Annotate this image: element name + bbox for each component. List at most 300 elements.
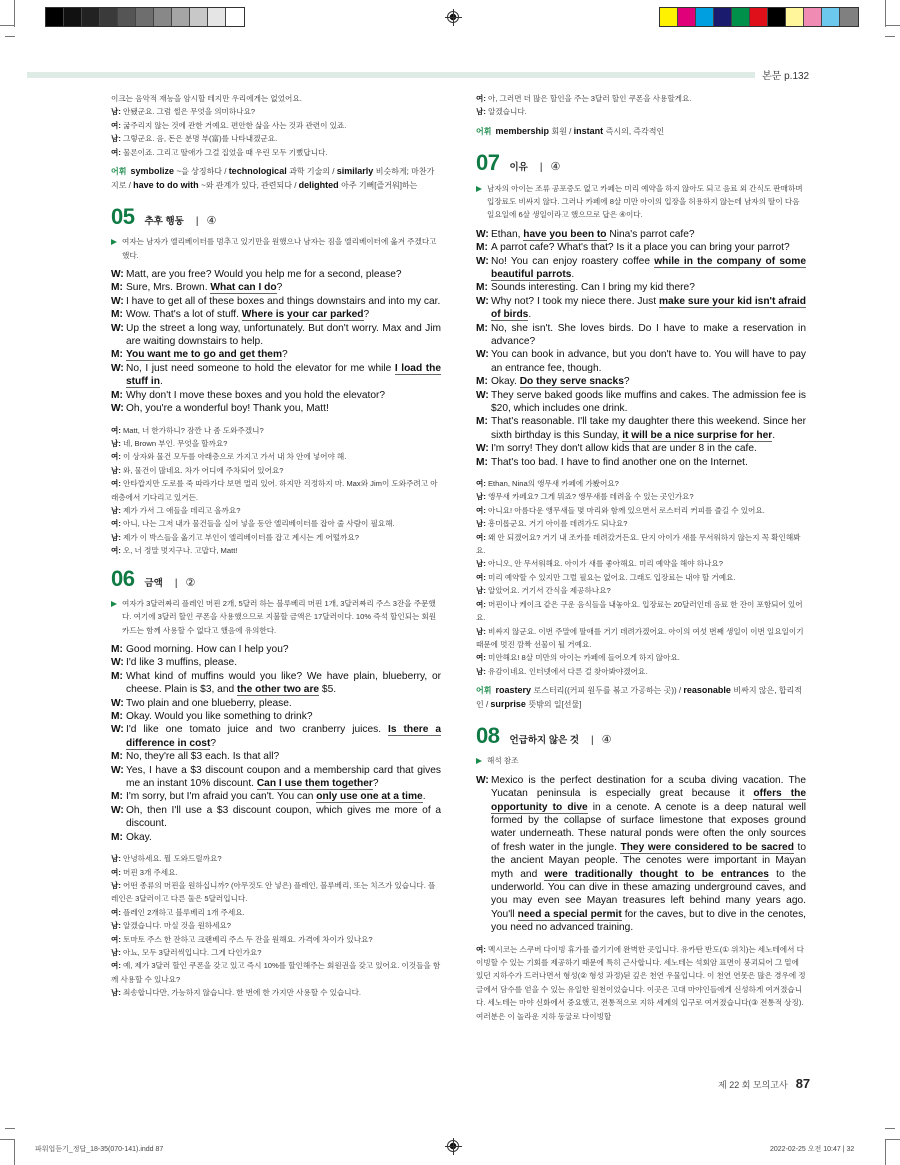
line-text: Oh, you're a wonderful boy! Thank you, Matt! xyxy=(126,403,329,415)
color-swatch xyxy=(660,8,678,26)
speaker-label: W: xyxy=(476,228,489,240)
line-text: Two plain and one blueberry, please. xyxy=(126,697,292,709)
translation-line xyxy=(111,933,441,946)
line-text: Matt, are you free? Would you help me for a second, please? xyxy=(126,269,402,281)
translation-line xyxy=(476,105,806,118)
speaker-label: M: xyxy=(111,644,123,655)
line-text: 안타깝지만 도로를 죽 따라가다 보면 멀리 있어. 하지만 걱정하지 마. Max와 Jim이 도와주려고 아래층에서 기다리고 있거든. xyxy=(111,479,438,502)
color-swatch xyxy=(118,8,136,26)
vocab-meaning: 아주 기뻐[즐거워]하는 xyxy=(341,180,418,190)
translation-line xyxy=(476,651,806,664)
line-text: $5. xyxy=(319,684,337,696)
key-phrase: Do they serve snacks xyxy=(519,376,624,388)
line-text: You can book in advance, but you don't have to. You will have to pay an entrance fee, though. xyxy=(491,349,806,374)
line-text: 유감이네요. 인터넷에서 다른 걸 찾아봐야겠어요. xyxy=(487,666,648,676)
line-text: 토마토 주스 한 잔하고 크랜베리 주스 두 잔을 원해요. 가격에 차이가 있나요? xyxy=(122,934,373,944)
crop-mark xyxy=(886,25,900,26)
translation-line xyxy=(111,986,441,999)
answer-number: ④ xyxy=(206,215,217,228)
vocab-tag: 어휘 xyxy=(476,686,492,696)
dialogue-line xyxy=(476,255,806,282)
crop-mark xyxy=(0,25,14,26)
dialogue-line xyxy=(111,656,441,669)
speaker-label: W: xyxy=(111,697,124,709)
dialogue-line xyxy=(476,241,806,254)
explanation-note: 해석 참조 xyxy=(476,754,806,767)
question-06 xyxy=(111,565,441,1000)
speaker-label: W: xyxy=(111,322,124,334)
line-text: Good morning. How can I help you? xyxy=(126,644,289,655)
line-text: Mexico is the perfect destination for a scuba diving vacation. The Yucatan peninsula is especially great because it xyxy=(491,774,806,800)
speaker-label: W: xyxy=(111,403,124,415)
translation-line xyxy=(476,92,806,105)
speaker-label: W: xyxy=(476,389,489,401)
key-phrase: only use one at a time xyxy=(316,791,423,803)
registration-mark-icon xyxy=(447,1140,459,1152)
line-text: ? xyxy=(363,309,370,321)
translation-line xyxy=(111,132,441,145)
speaker-label: W: xyxy=(111,269,124,281)
speaker-label: W: xyxy=(476,774,489,786)
dialogue-line xyxy=(111,268,441,281)
speaker-label: W: xyxy=(111,764,124,776)
line-text: Matt, 너 한가하니? 잠깐 나 좀 도와주겠니? xyxy=(122,425,264,435)
line-text: 멕시코는 스쿠버 다이빙 휴가를 즐기기에 완벽한 곳입니다. 유카탄 반도(① 위치)는 세노테에서 다이빙할 수 있는 기회를 제공하기 때문에 특히 근사합니다. 세노테는 석회암 표면이 붕괴되어 그 밑에 있던 지하수가 드러나면서 형성(② 형성 과정)된 깊은 천연 우물입니다. 이 천연 연못은 많은 경우에 정글에서 담수를 얻을 수 있는 유일한 원천이었습니다. 이곳은 고대 마야인들에게 신성하게 여겨졌습니다. 세노테는 마야 신화에서 중요했고, 전통적으로 지하 세계의 입구로 여겨졌습니다(③ 전통적 상징). 여러분은 이 놀라운 지하 동굴로 다이빙할 xyxy=(476,944,806,1021)
line-text: Okay. xyxy=(491,376,520,388)
dialogue-line xyxy=(111,723,441,750)
speaker-label: 남: xyxy=(476,492,488,502)
speaker-label: M: xyxy=(476,282,488,294)
translation-line xyxy=(476,531,806,558)
separator: | xyxy=(174,577,178,589)
line-text: to the underworld. You can dive in these amazing underground caves, and you may even see Mayan treasures left behind many years ago. You'll xyxy=(491,868,806,920)
color-swatch xyxy=(208,8,226,26)
dialogue-line xyxy=(111,670,441,697)
color-swatch xyxy=(136,8,154,26)
slug-filename: 파워업듣기_정답_18-35(070-141).indd 87 xyxy=(35,1146,164,1153)
question-number: 05 xyxy=(111,204,135,230)
key-phrase: it will be a nice surprise for her xyxy=(622,429,773,441)
speaker-label: 남: xyxy=(111,988,123,998)
line-text: I have to get all of these boxes and things downstairs and into my car. xyxy=(126,295,441,307)
line-text: Sounds interesting. Can I bring my kid there? xyxy=(491,282,695,294)
question-header xyxy=(111,204,441,230)
line-text: . xyxy=(159,376,163,388)
key-phrase: What can I do xyxy=(210,282,277,294)
color-swatch xyxy=(732,8,750,26)
dialogue xyxy=(476,774,806,935)
translation-line xyxy=(111,531,441,544)
color-swatch xyxy=(100,8,118,26)
speaker-label: W: xyxy=(111,295,124,307)
answer-number: ② xyxy=(185,576,196,589)
question-header xyxy=(111,565,441,591)
crop-mark xyxy=(885,0,886,27)
translation-line xyxy=(111,477,441,504)
line-text: . xyxy=(571,268,575,280)
color-swatch xyxy=(678,8,696,26)
line-text: Why not? I took my niece there. Just xyxy=(491,295,659,307)
translation-line xyxy=(111,544,441,557)
color-swatch xyxy=(804,8,822,26)
key-phrase: the other two are xyxy=(237,684,320,696)
speaker-label: 여: xyxy=(111,120,123,130)
translation xyxy=(476,477,806,678)
vocab-box xyxy=(476,125,806,139)
color-swatch xyxy=(190,8,208,26)
vocab-word: instant xyxy=(573,125,606,136)
dialogue-line xyxy=(476,348,806,375)
line-text: 알았어요. 거기서 간식을 제공하나요? xyxy=(487,586,611,596)
translation-line xyxy=(111,852,441,865)
speaker-label: M: xyxy=(476,456,488,468)
speaker-label: M: xyxy=(111,711,123,723)
vocab-word: technological xyxy=(228,166,290,177)
line-text: 안녕하세요. 뭘 도와드릴까요? xyxy=(122,854,222,864)
translation-line xyxy=(111,92,441,105)
speaker-label: 여: xyxy=(111,452,123,462)
vocab-box xyxy=(111,165,441,192)
line-text: Oh, then I'll use a $3 discount coupon, which gives me more of a discount. xyxy=(126,804,441,830)
translation-line xyxy=(111,919,441,932)
speaker-label: 여: xyxy=(111,425,123,435)
line-text: What kind of muffins would you like? We have plain, blueberry, or cheese. Plain is $3, and xyxy=(126,670,441,696)
registration-mark-icon xyxy=(447,11,459,23)
line-text: . xyxy=(772,429,776,441)
line-text: I'm sorry! They don't allow kids that are under 8 in the cafe. xyxy=(491,443,757,455)
speaker-label: W: xyxy=(476,255,489,267)
question-type: 추후 행동 xyxy=(144,216,184,228)
translation-line xyxy=(476,504,806,517)
speaker-label: 남: xyxy=(111,921,123,931)
speaker-label: 남: xyxy=(476,519,488,529)
line-text: They serve baked goods like muffins and cakes. The admission fee is $20, which includes one drink. xyxy=(491,389,806,415)
crop-mark xyxy=(0,1139,14,1140)
crop-mark xyxy=(5,36,15,37)
dialogue-line xyxy=(476,228,806,241)
dialogue-line xyxy=(111,643,441,656)
speaker-label: 남: xyxy=(111,854,123,864)
line-text: 아니오, 안 무서워해요. 아이가 새를 좋아해요. 미리 예약을 해야 하나요? xyxy=(487,559,723,569)
translation-line xyxy=(476,665,806,678)
key-phrase: while in the company of some beautiful parrots xyxy=(491,255,806,280)
key-phrase: Where is your car parked xyxy=(241,309,364,321)
explanation-note: 여자는 남자가 엘리베이터를 멈추고 있기만을 원했으나 남자는 짐을 엘리베이터에 옮겨 주겠다고 했다. xyxy=(111,235,441,262)
speaker-label: W: xyxy=(476,443,489,455)
dialogue-line xyxy=(476,389,806,416)
line-text: . xyxy=(528,309,532,321)
key-phrase: I load the stuff in xyxy=(126,362,442,388)
speaker-label: 남: xyxy=(111,107,123,117)
question-type: 언급하지 않은 것 xyxy=(509,735,580,747)
speaker-label: 남: xyxy=(111,947,123,957)
translation-line xyxy=(111,879,441,906)
key-phrase: offers the opportunity to dive xyxy=(491,788,806,813)
color-swatch xyxy=(714,8,732,26)
translation-line xyxy=(111,450,441,463)
vocab-tag: 어휘 xyxy=(476,126,492,136)
speaker-label: M: xyxy=(476,416,488,428)
speaker-label: 여: xyxy=(111,934,123,944)
key-phrase: have you been to xyxy=(523,228,607,240)
line-text: 그렇군요. 음, 돈은 분명 부(富)를 나타내겠군요. xyxy=(122,134,278,144)
dialogue-line xyxy=(476,442,806,455)
vocab-meaning: 뜻밖의 일[선물] xyxy=(528,699,582,709)
translation xyxy=(111,852,441,999)
question-header xyxy=(476,150,806,176)
speaker-label: 남: xyxy=(111,438,123,448)
dialogue-line xyxy=(476,456,806,469)
line-text: 알겠습니다. xyxy=(487,107,527,117)
speaker-label: W: xyxy=(476,349,489,361)
line-text: in a cenote. A cenote is a deep natural well formed by the collapse of surface limestone that exposes ground water underneath. These natural ponds were often the only sources of fresh water in the jungle. xyxy=(491,801,806,853)
vocab-word: surprise xyxy=(490,698,529,709)
color-swatch xyxy=(786,8,804,26)
translation-line xyxy=(476,490,806,503)
line-text: 머핀 3개 주세요. xyxy=(122,867,178,877)
separator: | xyxy=(591,735,594,747)
dialogue-line xyxy=(111,362,441,389)
line-text: Okay. Would you like something to drink? xyxy=(126,711,313,723)
dialogue-line xyxy=(111,389,441,402)
color-swatch xyxy=(172,8,190,26)
speaker-label: 여: xyxy=(476,653,488,663)
speaker-label: 남: xyxy=(111,505,123,515)
color-swatch xyxy=(46,8,64,26)
translation-line xyxy=(111,424,441,437)
vocab-word: similarly xyxy=(336,166,376,177)
line-text: 예, 제가 3달러 할인 쿠폰을 갖고 있고 즉시 10%를 할인해주는 회원권을 갖고 있어요. 이것들을 함께 사용할 수 있나요? xyxy=(111,961,441,984)
slug-timestamp: 2022-02-25 오전 10:47 xyxy=(770,1146,841,1153)
speaker-label: W: xyxy=(111,362,124,374)
slug-date: 2022-02-25 오전 10:47 | 32 xyxy=(770,1146,855,1153)
line-text: 이크는 음악적 재능을 암시할 테지만 우리에게는 없었어요. xyxy=(111,94,302,103)
line-text: 머핀이나 케이크 같은 구운 음식들을 내놓아요. 입장료는 20달러인데 음료 한 잔이 포함되어 있어요. xyxy=(476,599,803,623)
speaker-label: W: xyxy=(111,657,124,669)
dialogue xyxy=(476,228,806,469)
explanation-note: 여자가 3달러짜리 플레인 머핀 2개, 5달러 하는 블루베리 머핀 1개, 3달러짜리 주스 3잔을 주문했다. 여기에 3달러 할인 쿠폰을 사용했으므로 지불할 금액은 17달러이다. 10% 즉석 할인되는 회원카드는 함께 사용할 수 없다고 했음에 유의한다. xyxy=(111,597,441,637)
line-text: ? xyxy=(282,349,288,361)
translation xyxy=(111,424,441,558)
dialogue-line xyxy=(111,764,441,791)
slug-number: 32 xyxy=(846,1146,855,1153)
key-phrase: Is there a difference in cost xyxy=(126,724,441,749)
dialogue-line xyxy=(111,831,441,844)
line-text: Ethan, xyxy=(491,228,524,240)
intro-translation xyxy=(111,92,441,159)
speaker-label: M: xyxy=(111,670,123,682)
line-text: No! You can enjoy roastery coffee xyxy=(491,255,655,267)
speaker-label: 남: xyxy=(476,626,488,636)
line-text: 미리 예약할 수 있지만 그럴 필요는 없어요. 그래도 입장료는 내야 할 거예요. xyxy=(487,572,736,582)
translation-line xyxy=(476,517,806,530)
dialogue-line xyxy=(111,710,441,723)
line-text: 아니요! 아름다운 앵무새들 몇 마리와 함께 있으면서 로스터리 커피를 즐길 수 있어요. xyxy=(487,505,765,515)
speaker-label: 남: xyxy=(476,559,488,569)
question-number: 06 xyxy=(111,565,135,591)
page-reference: 본문 p.132 xyxy=(762,71,810,82)
translation xyxy=(476,943,806,1023)
dialogue-line xyxy=(476,774,806,935)
speaker-label: M: xyxy=(111,389,123,401)
line-text: for the caves, but to dive in the cenotes, you need no advanced training. xyxy=(491,908,807,934)
line-text: 굶주리지 않는 것에 관한 거예요. 편안한 삶을 사는 것과 관련이 있죠. xyxy=(122,120,347,130)
line-text: ? xyxy=(623,376,630,388)
dialogue-line xyxy=(111,790,441,803)
page-number: 87 xyxy=(795,1076,811,1091)
translation-line xyxy=(476,598,806,625)
line-text: . xyxy=(422,791,426,803)
line-text: 와, 물건이 많네요. 차가 어디에 주차되어 있어요? xyxy=(122,465,284,475)
page-footer xyxy=(718,1076,810,1091)
dialogue-line xyxy=(111,697,441,710)
color-swatch xyxy=(696,8,714,26)
translation-line xyxy=(476,943,806,1023)
speaker-label: 여: xyxy=(111,961,123,971)
translation-line xyxy=(111,437,441,450)
separator: | xyxy=(539,162,543,174)
answer-number: ④ xyxy=(550,161,561,174)
question-07 xyxy=(476,150,806,711)
dialogue-line xyxy=(111,402,441,415)
speaker-label: M: xyxy=(476,242,488,254)
right-column xyxy=(476,92,806,1029)
line-text: 아뇨, 모두 3달러씩입니다. 그게 다인가요? xyxy=(122,947,262,957)
line-text: 제가 가서 그 애들을 데리고 올까요? xyxy=(122,505,241,515)
translation-line xyxy=(111,146,441,159)
translation-line xyxy=(111,906,441,919)
line-text: 비싸지 않군요. 이번 주말에 딸애를 거기 데려가겠어요. 아이의 여섯 번째 생일이 이번 일요일이기 때문에 멋진 깜짝 선물이 될 거예요. xyxy=(476,626,804,649)
dialogue xyxy=(111,643,441,844)
speaker-label: M: xyxy=(476,376,488,388)
line-text: 아니, 나는 그저 내가 물건들을 실어 넣을 동안 엘리베이터를 잡아 줄 사람이 필요해. xyxy=(122,519,395,529)
vocab-meaning: 회원 / xyxy=(551,126,574,136)
speaker-label: 여: xyxy=(111,519,123,529)
line-text: to the ancient Mayan people. The cenotes were important in Mayan myth and xyxy=(491,841,807,880)
line-text: 안됐군요. 그럼 썰은 무엇을 의미하나요? xyxy=(122,107,256,117)
key-phrase: make sure your kid isn't afraid of birds xyxy=(491,295,806,321)
color-swatch xyxy=(154,8,172,26)
line-text: That's too bad. I have to find another one on the Internet. xyxy=(491,456,748,468)
speaker-label: 여: xyxy=(111,479,123,489)
line-text: That's reasonable. I'll take my daughter there this weekend. Since her sixth birthday is this Sunday, xyxy=(491,416,806,441)
color-swatch xyxy=(750,8,768,26)
translation-line xyxy=(111,464,441,477)
key-phrase: They were considered to be sacred xyxy=(620,841,794,853)
speaker-label: M: xyxy=(111,349,123,361)
vocab-meaning: 즉시의, 즉각적인 xyxy=(605,126,665,136)
speaker-label: 여: xyxy=(476,599,488,609)
line-text: 플레인 2개하고 블루베리 1개 주세요. xyxy=(122,907,245,917)
speaker-label: M: xyxy=(111,282,123,294)
line-text: A parrot cafe? What's that? Is it a place you can bring your parrot? xyxy=(491,242,790,254)
line-text: Up the street a long way, unfortunately. But don't worry. Max and Jim are waiting downstairs to help. xyxy=(126,322,441,348)
dialogue-line xyxy=(476,281,806,294)
question-05 xyxy=(111,204,442,558)
vocab-word: reasonable xyxy=(683,685,734,696)
vocab-meaning: 로스터리((커피 원두를 볶고 가공하는 곳)) / xyxy=(533,686,684,696)
color-swatch xyxy=(768,8,786,26)
color-swatch xyxy=(226,8,244,26)
speaker-label: M: xyxy=(476,322,488,334)
speaker-label: 여: xyxy=(476,944,488,954)
vocab-meaning: 과학 기술의 / xyxy=(289,167,337,177)
line-text: ? xyxy=(276,282,283,294)
line-text: 왜 안 되겠어요? 거기 내 조카를 데려갔거든요. 단지 아이가 새를 무서워하지 않는지 꼭 확인해봐요. xyxy=(476,532,801,556)
line-text: 이 상자와 물건 모두를 아래층으로 가지고 가서 내 차 안에 넣어야 해. xyxy=(122,452,347,462)
key-phrase: were traditionally thought to be entrances xyxy=(544,868,769,880)
translation-line xyxy=(111,105,441,118)
dialogue-line xyxy=(476,415,806,442)
explanation-note: 남자의 아이는 조류 공포증도 없고 카페는 미리 예약을 하지 않아도 되고 음료 외 간식도 판매하며 입장료도 비싸지 않다. 그러나 카페에 8살 미만 아이의 입장을 허용하지 않는데 남자의 딸이 다음 일요일에 6살 생일이라고 했으므로 답은 ④이다. xyxy=(476,182,806,222)
crop-mark xyxy=(885,1139,886,1165)
translation-line xyxy=(476,477,806,490)
line-text: 알겠습니다. 마실 것을 원하세요? xyxy=(122,921,232,931)
line-text: ? xyxy=(210,737,217,749)
speaker-label: 남: xyxy=(111,134,123,144)
dialogue-line xyxy=(111,348,441,361)
speaker-label: 남: xyxy=(476,586,488,596)
line-text: 흥미롭군요. 거기 아이를 데려가도 되나요? xyxy=(487,519,628,529)
line-text: ? xyxy=(372,778,379,790)
color-swatch xyxy=(64,8,82,26)
line-text: Ethan, Nina의 앵무새 카페에 가봤어요? xyxy=(487,479,619,489)
dialogue-line xyxy=(111,308,441,321)
line-text: I'd like one tomato juice and two cranberry juices. xyxy=(126,724,389,736)
crop-mark xyxy=(5,1128,15,1129)
speaker-label: 남: xyxy=(476,666,488,676)
line-text: I'm sorry, but I'm afraid you can't. You can xyxy=(126,791,317,803)
speaker-label: 여: xyxy=(476,572,488,582)
translation-line xyxy=(111,504,441,517)
speaker-label: M: xyxy=(111,309,123,321)
vocab-word: delighted xyxy=(298,179,342,190)
vocab-word: roastery xyxy=(495,685,534,696)
line-text: Why don't I move these boxes and you hold the elevator? xyxy=(126,389,386,401)
key-phrase: Can I use them together xyxy=(256,778,373,790)
color-swatch xyxy=(822,8,840,26)
speaker-label: M: xyxy=(111,831,123,843)
header-bar xyxy=(27,72,755,78)
translation-line xyxy=(111,517,441,530)
crop-mark xyxy=(885,1128,895,1129)
speaker-label: W: xyxy=(111,804,124,816)
speaker-label: 남: xyxy=(111,880,123,890)
speaker-label: 여: xyxy=(111,147,123,157)
color-swatch xyxy=(840,8,858,26)
vocab-word: have to do with xyxy=(133,179,202,190)
translation-line xyxy=(476,571,806,584)
crop-mark xyxy=(14,0,15,27)
line-text: No, I just need someone to hold the elevator for me while xyxy=(126,362,395,374)
translation-line xyxy=(111,959,441,986)
translation-line xyxy=(111,946,441,959)
translation-continued xyxy=(476,92,806,119)
speaker-label: 여: xyxy=(111,546,123,556)
vocab-meaning: ~와 관계가 있다, 관련되다 / xyxy=(201,180,299,190)
speaker-label: W: xyxy=(111,724,124,736)
answer-number: ④ xyxy=(601,734,612,747)
line-text: Okay. xyxy=(126,831,152,843)
question-number: 07 xyxy=(476,150,500,176)
dialogue-line xyxy=(111,804,441,831)
question-type: 금액 xyxy=(144,577,163,589)
crop-mark xyxy=(14,1139,15,1165)
line-text: 아, 그러면 더 많은 할인을 주는 3달러 할인 쿠폰을 사용할게요. xyxy=(487,94,692,103)
line-text: 제가 이 박스들을 옮기고 부인이 엘리베이터를 잡고 계시는 게 어떨까요? xyxy=(122,532,359,542)
line-text: No, they're all $3 each. Is that all? xyxy=(126,751,280,763)
line-text: Wow. That's a lot of stuff. xyxy=(126,309,242,321)
